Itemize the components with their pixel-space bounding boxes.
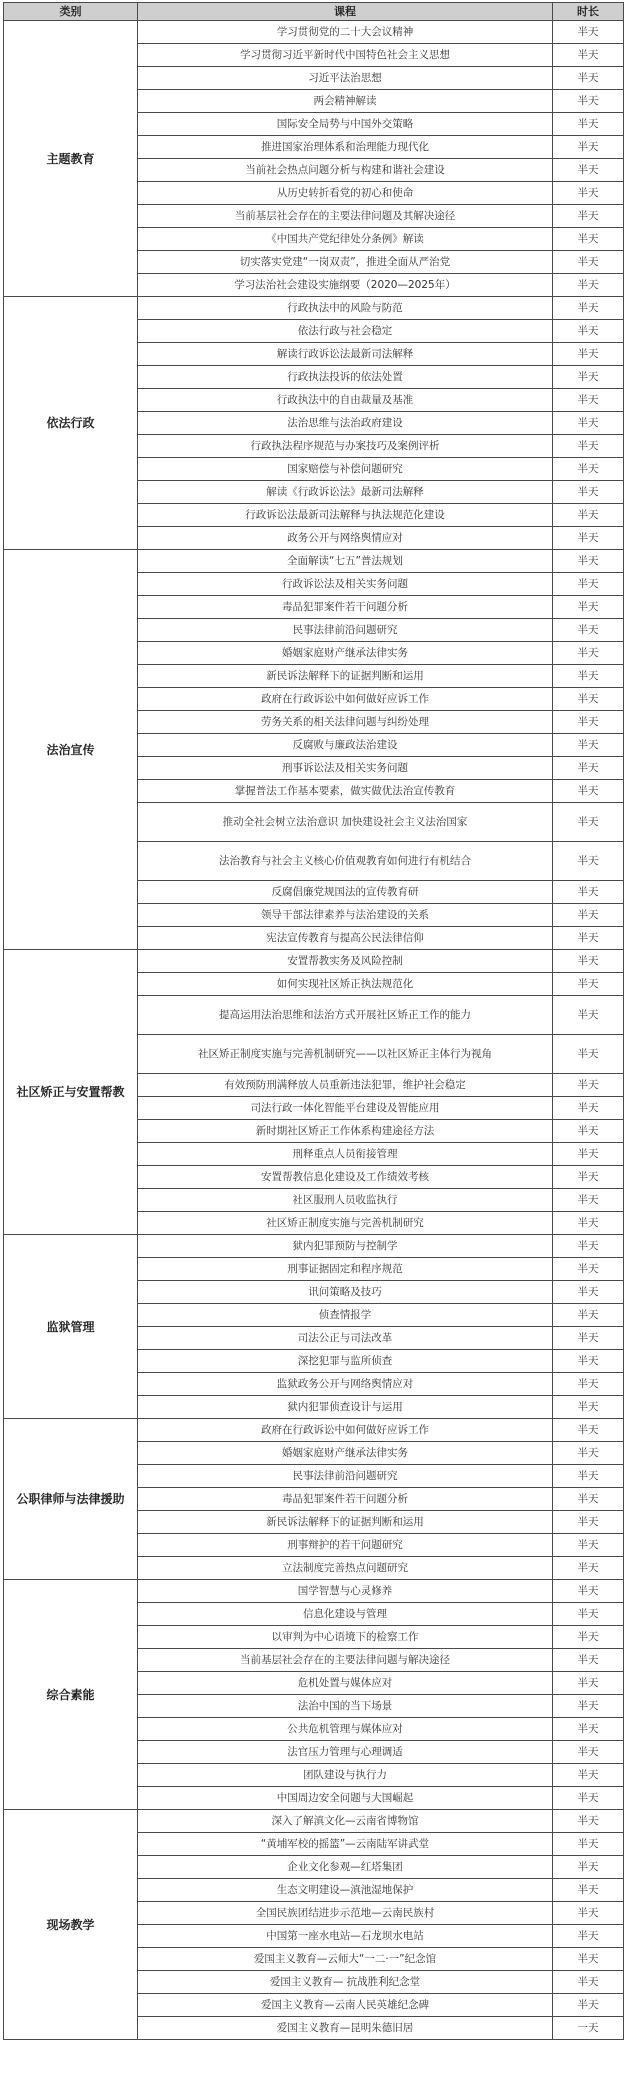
course-cell: 狱内犯罪侦查设计与运用 — [138, 1396, 553, 1419]
duration-cell: 半天 — [553, 1419, 624, 1442]
category-cell: 监狱管理 — [4, 1235, 138, 1419]
duration-cell: 半天 — [553, 481, 624, 504]
duration-cell: 半天 — [553, 1488, 624, 1511]
duration-cell: 半天 — [553, 1442, 624, 1465]
duration-cell: 半天 — [553, 1879, 624, 1902]
course-cell: 刑事证据固定和程序规范 — [138, 1258, 553, 1281]
course-cell: 信息化建设与管理 — [138, 1603, 553, 1626]
course-cell: 解读行政诉讼法最新司法解释 — [138, 343, 553, 366]
course-cell: 深入了解滇文化—云南省博物馆 — [138, 1810, 553, 1833]
course-cell: 危机处置与媒体应对 — [138, 1672, 553, 1695]
duration-cell: 半天 — [553, 343, 624, 366]
duration-cell: 半天 — [553, 1925, 624, 1948]
duration-cell: 半天 — [553, 1787, 624, 1810]
duration-cell: 半天 — [553, 1166, 624, 1189]
course-cell: 团队建设与执行力 — [138, 1764, 553, 1787]
duration-cell: 半天 — [553, 1948, 624, 1971]
course-cell: 讯问策略及技巧 — [138, 1281, 553, 1304]
duration-cell: 半天 — [553, 205, 624, 228]
duration-cell: 半天 — [553, 389, 624, 412]
duration-cell: 半天 — [553, 665, 624, 688]
course-cell: 爱国主义教育—昆明朱德旧居 — [138, 2017, 553, 2040]
course-cell: 政府在行政诉讼中如何做好应诉工作 — [138, 1419, 553, 1442]
course-cell: 国学智慧与心灵修养 — [138, 1580, 553, 1603]
course-cell: 爱国主义教育— 抗战胜利纪念堂 — [138, 1971, 553, 1994]
category-cell: 依法行政 — [4, 297, 138, 550]
course-cell: “黄埔军校的摇篮”—云南陆军讲武堂 — [138, 1833, 553, 1856]
duration-cell: 半天 — [553, 90, 624, 113]
duration-cell: 半天 — [553, 1258, 624, 1281]
duration-cell: 半天 — [553, 297, 624, 320]
duration-cell: 半天 — [553, 757, 624, 780]
duration-cell: 半天 — [553, 1833, 624, 1856]
duration-cell: 半天 — [553, 159, 624, 182]
table-row — [4, 950, 624, 973]
duration-cell: 半天 — [553, 780, 624, 803]
duration-cell: 半天 — [553, 504, 624, 527]
duration-cell: 半天 — [553, 1143, 624, 1166]
course-cell: 中国第一座水电站—石龙坝水电站 — [138, 1925, 553, 1948]
course-cell: 民事法律前沿问题研究 — [138, 1465, 553, 1488]
duration-cell: 半天 — [553, 1603, 624, 1626]
course-cell: 新民诉法解释下的证据判断和运用 — [138, 665, 553, 688]
course-cell: 法治中国的当下场景 — [138, 1695, 553, 1718]
duration-cell: 半天 — [553, 1235, 624, 1258]
course-cell: 政府在行政诉讼中如何做好应诉工作 — [138, 688, 553, 711]
duration-cell: 半天 — [553, 881, 624, 904]
duration-cell: 半天 — [553, 1902, 624, 1925]
duration-cell: 半天 — [553, 1580, 624, 1603]
duration-cell: 半天 — [553, 1741, 624, 1764]
course-cell: 爱国主义教育—云师大“一二·一”纪念馆 — [138, 1948, 553, 1971]
duration-cell: 半天 — [553, 927, 624, 950]
course-cell: 《中国共产党纪律处分条例》解读 — [138, 228, 553, 251]
duration-cell: 半天 — [553, 320, 624, 343]
course-cell: 从历史转折看党的初心和使命 — [138, 182, 553, 205]
course-cell: 毒品犯罪案件若干问题分析 — [138, 596, 553, 619]
course-cell: 习近平法治思想 — [138, 67, 553, 90]
duration-cell: 半天 — [553, 1971, 624, 1994]
duration-cell: 半天 — [553, 1097, 624, 1120]
course-cell: 切实落实党建“一岗双责”，推进全面从严治党 — [138, 251, 553, 274]
course-cell: 刑事辩护的若干问题研究 — [138, 1534, 553, 1557]
course-cell: 新民诉法解释下的证据判断和运用 — [138, 1511, 553, 1534]
duration-cell: 半天 — [553, 182, 624, 205]
course-cell: 全国民族团结进步示范地—云南民族村 — [138, 1902, 553, 1925]
category-cell: 主题教育 — [4, 21, 138, 297]
course-cell: 中国周边安全问题与大国崛起 — [138, 1787, 553, 1810]
table-row — [4, 1419, 624, 1442]
course-cell: 当前基层社会存在的主要法律问题与解决途径 — [138, 1649, 553, 1672]
duration-cell: 半天 — [553, 688, 624, 711]
duration-cell: 半天 — [553, 1810, 624, 1833]
table-row — [4, 1810, 624, 1833]
duration-cell: 半天 — [553, 1672, 624, 1695]
course-cell: 社区矫正制度实施与完善机制研究 — [138, 1212, 553, 1235]
duration-cell: 半天 — [553, 1994, 624, 2017]
course-cell: 国际安全局势与中国外交策略 — [138, 113, 553, 136]
duration-cell: 半天 — [553, 803, 624, 842]
duration-cell: 半天 — [553, 1212, 624, 1235]
course-cell: 婚姻家庭财产继承法律实务 — [138, 642, 553, 665]
duration-cell: 半天 — [553, 366, 624, 389]
duration-cell: 半天 — [553, 458, 624, 481]
duration-cell: 半天 — [553, 950, 624, 973]
duration-cell: 半天 — [553, 1281, 624, 1304]
header-category: 类别 — [4, 3, 138, 21]
course-cell: 法治思维与法治政府建设 — [138, 412, 553, 435]
duration-cell: 半天 — [553, 1396, 624, 1419]
duration-cell: 半天 — [553, 1764, 624, 1787]
duration-cell: 半天 — [553, 596, 624, 619]
course-cell: 侦查情报学 — [138, 1304, 553, 1327]
duration-cell: 半天 — [553, 842, 624, 881]
table-row — [4, 550, 624, 573]
duration-cell: 半天 — [553, 550, 624, 573]
duration-cell: 半天 — [553, 1626, 624, 1649]
duration-cell: 半天 — [553, 1718, 624, 1741]
duration-cell: 半天 — [553, 1695, 624, 1718]
duration-cell: 半天 — [553, 1649, 624, 1672]
duration-cell: 半天 — [553, 711, 624, 734]
duration-cell: 半天 — [553, 435, 624, 458]
duration-cell: 半天 — [553, 44, 624, 67]
duration-cell: 半天 — [553, 734, 624, 757]
course-cell: 公共危机管理与媒体应对 — [138, 1718, 553, 1741]
course-cell: 反腐败与廉政法治建设 — [138, 734, 553, 757]
category-cell: 现场教学 — [4, 1810, 138, 2040]
category-cell: 公职律师与法律援助 — [4, 1419, 138, 1580]
course-cell: 解读《行政诉讼法》最新司法解释 — [138, 481, 553, 504]
duration-cell: 半天 — [553, 1373, 624, 1396]
course-cell: 刑释重点人员衔接管理 — [138, 1143, 553, 1166]
duration-cell: 半天 — [553, 67, 624, 90]
course-cell: 行政执法中的自由裁量及基准 — [138, 389, 553, 412]
course-cell: 两会精神解读 — [138, 90, 553, 113]
duration-cell: 半天 — [553, 228, 624, 251]
course-table — [3, 2, 624, 2040]
course-cell: 民事法律前沿问题研究 — [138, 619, 553, 642]
duration-cell: 半天 — [553, 619, 624, 642]
course-cell: 法治教育与社会主义核心价值观教育如何进行有机结合 — [138, 842, 553, 881]
duration-cell: 半天 — [553, 412, 624, 435]
category-cell: 法治宣传 — [4, 550, 138, 950]
duration-cell: 半天 — [553, 1304, 624, 1327]
duration-cell: 半天 — [553, 1074, 624, 1097]
course-cell: 有效预防刑满释放人员重新违法犯罪，维护社会稳定 — [138, 1074, 553, 1097]
duration-cell: 半天 — [553, 1856, 624, 1879]
course-cell: 安置帮教实务及风险控制 — [138, 950, 553, 973]
header-row — [4, 3, 624, 21]
duration-cell: 半天 — [553, 136, 624, 159]
course-cell: 提高运用法治思维和法治方式开展社区矫正工作的能力 — [138, 996, 553, 1035]
category-cell: 社区矫正与安置帮教 — [4, 950, 138, 1235]
duration-cell: 半天 — [553, 251, 624, 274]
table-row — [4, 297, 624, 320]
course-cell: 当前社会热点问题分析与构建和谐社会建设 — [138, 159, 553, 182]
duration-cell: 半天 — [553, 1189, 624, 1212]
course-cell: 推动全社会树立法治意识 加快建设社会主义法治国家 — [138, 803, 553, 842]
course-cell: 行政执法程序规范与办案技巧及案例评析 — [138, 435, 553, 458]
course-table-container — [3, 2, 623, 2040]
course-cell: 深挖犯罪与监所侦查 — [138, 1350, 553, 1373]
duration-cell: 半天 — [553, 904, 624, 927]
duration-cell: 半天 — [553, 1120, 624, 1143]
course-cell: 立法制度完善热点问题研究 — [138, 1557, 553, 1580]
course-cell: 全面解读“七五”普法规划 — [138, 550, 553, 573]
duration-cell: 半天 — [553, 642, 624, 665]
course-cell: 以审判为中心语境下的检察工作 — [138, 1626, 553, 1649]
header-course: 课程 — [138, 3, 553, 21]
duration-cell: 半天 — [553, 113, 624, 136]
course-cell: 行政诉讼法最新司法解释与执法规范化建设 — [138, 504, 553, 527]
duration-cell: 半天 — [553, 996, 624, 1035]
category-cell: 综合素能 — [4, 1580, 138, 1810]
course-cell: 反腐倡廉党规国法的宣传教育研 — [138, 881, 553, 904]
course-cell: 当前基层社会存在的主要法律问题及其解决途径 — [138, 205, 553, 228]
duration-cell: 一天 — [553, 2017, 624, 2040]
course-cell: 行政执法投诉的依法处置 — [138, 366, 553, 389]
course-cell: 行政执法中的风险与防范 — [138, 297, 553, 320]
course-cell: 生态文明建设—滇池湿地保护 — [138, 1879, 553, 1902]
course-cell: 安置帮教信息化建设及工作绩效考核 — [138, 1166, 553, 1189]
course-cell: 推进国家治理体系和治理能力现代化 — [138, 136, 553, 159]
duration-cell: 半天 — [553, 1511, 624, 1534]
course-cell: 企业文化参观—红塔集团 — [138, 1856, 553, 1879]
course-cell: 政务公开与网络舆情应对 — [138, 527, 553, 550]
duration-cell: 半天 — [553, 1327, 624, 1350]
course-cell: 司法行政一体化智能平台建设及智能应用 — [138, 1097, 553, 1120]
duration-cell: 半天 — [553, 1465, 624, 1488]
duration-cell: 半天 — [553, 973, 624, 996]
course-cell: 依法行政与社会稳定 — [138, 320, 553, 343]
duration-cell: 半天 — [553, 1350, 624, 1373]
course-cell: 行政诉讼法及相关实务问题 — [138, 573, 553, 596]
table-row — [4, 1235, 624, 1258]
course-cell: 国家赔偿与补偿问题研究 — [138, 458, 553, 481]
course-cell: 宪法宣传教育与提高公民法律信仰 — [138, 927, 553, 950]
duration-cell: 半天 — [553, 1557, 624, 1580]
duration-cell: 半天 — [553, 21, 624, 44]
course-cell: 学习贯彻党的二十大会议精神 — [138, 21, 553, 44]
course-cell: 学习贯彻习近平新时代中国特色社会主义思想 — [138, 44, 553, 67]
course-cell: 婚姻家庭财产继承法律实务 — [138, 1442, 553, 1465]
course-cell: 劳务关系的相关法律问题与纠纷处理 — [138, 711, 553, 734]
course-cell: 领导干部法律素养与法治建设的关系 — [138, 904, 553, 927]
duration-cell: 半天 — [553, 1534, 624, 1557]
course-cell: 刑事诉讼法及相关实务问题 — [138, 757, 553, 780]
duration-cell: 半天 — [553, 527, 624, 550]
duration-cell: 半天 — [553, 573, 624, 596]
duration-cell: 半天 — [553, 274, 624, 297]
course-cell: 爱国主义教育—云南人民英雄纪念碑 — [138, 1994, 553, 2017]
table-body — [4, 21, 624, 2040]
course-cell: 法官压力管理与心理调适 — [138, 1741, 553, 1764]
course-cell: 掌握普法工作基本要素，做实做优法治宣传教育 — [138, 780, 553, 803]
course-cell: 狱内犯罪预防与控制学 — [138, 1235, 553, 1258]
duration-cell: 半天 — [553, 1035, 624, 1074]
course-cell: 司法公正与司法改革 — [138, 1327, 553, 1350]
course-cell: 社区矫正制度实施与完善机制研究——以社区矫正主体行为视角 — [138, 1035, 553, 1074]
course-cell: 毒品犯罪案件若干问题分析 — [138, 1488, 553, 1511]
table-row — [4, 21, 624, 44]
course-cell: 社区服刑人员收监执行 — [138, 1189, 553, 1212]
course-cell: 新时期社区矫正工作体系构建途径方法 — [138, 1120, 553, 1143]
table-row — [4, 1580, 624, 1603]
header-duration: 时长 — [553, 3, 624, 21]
course-cell: 监狱政务公开与网络舆情应对 — [138, 1373, 553, 1396]
course-cell: 学习法治社会建设实施纲要（2020—2025年） — [138, 274, 553, 297]
course-cell: 如何实现社区矫正执法规范化 — [138, 973, 553, 996]
